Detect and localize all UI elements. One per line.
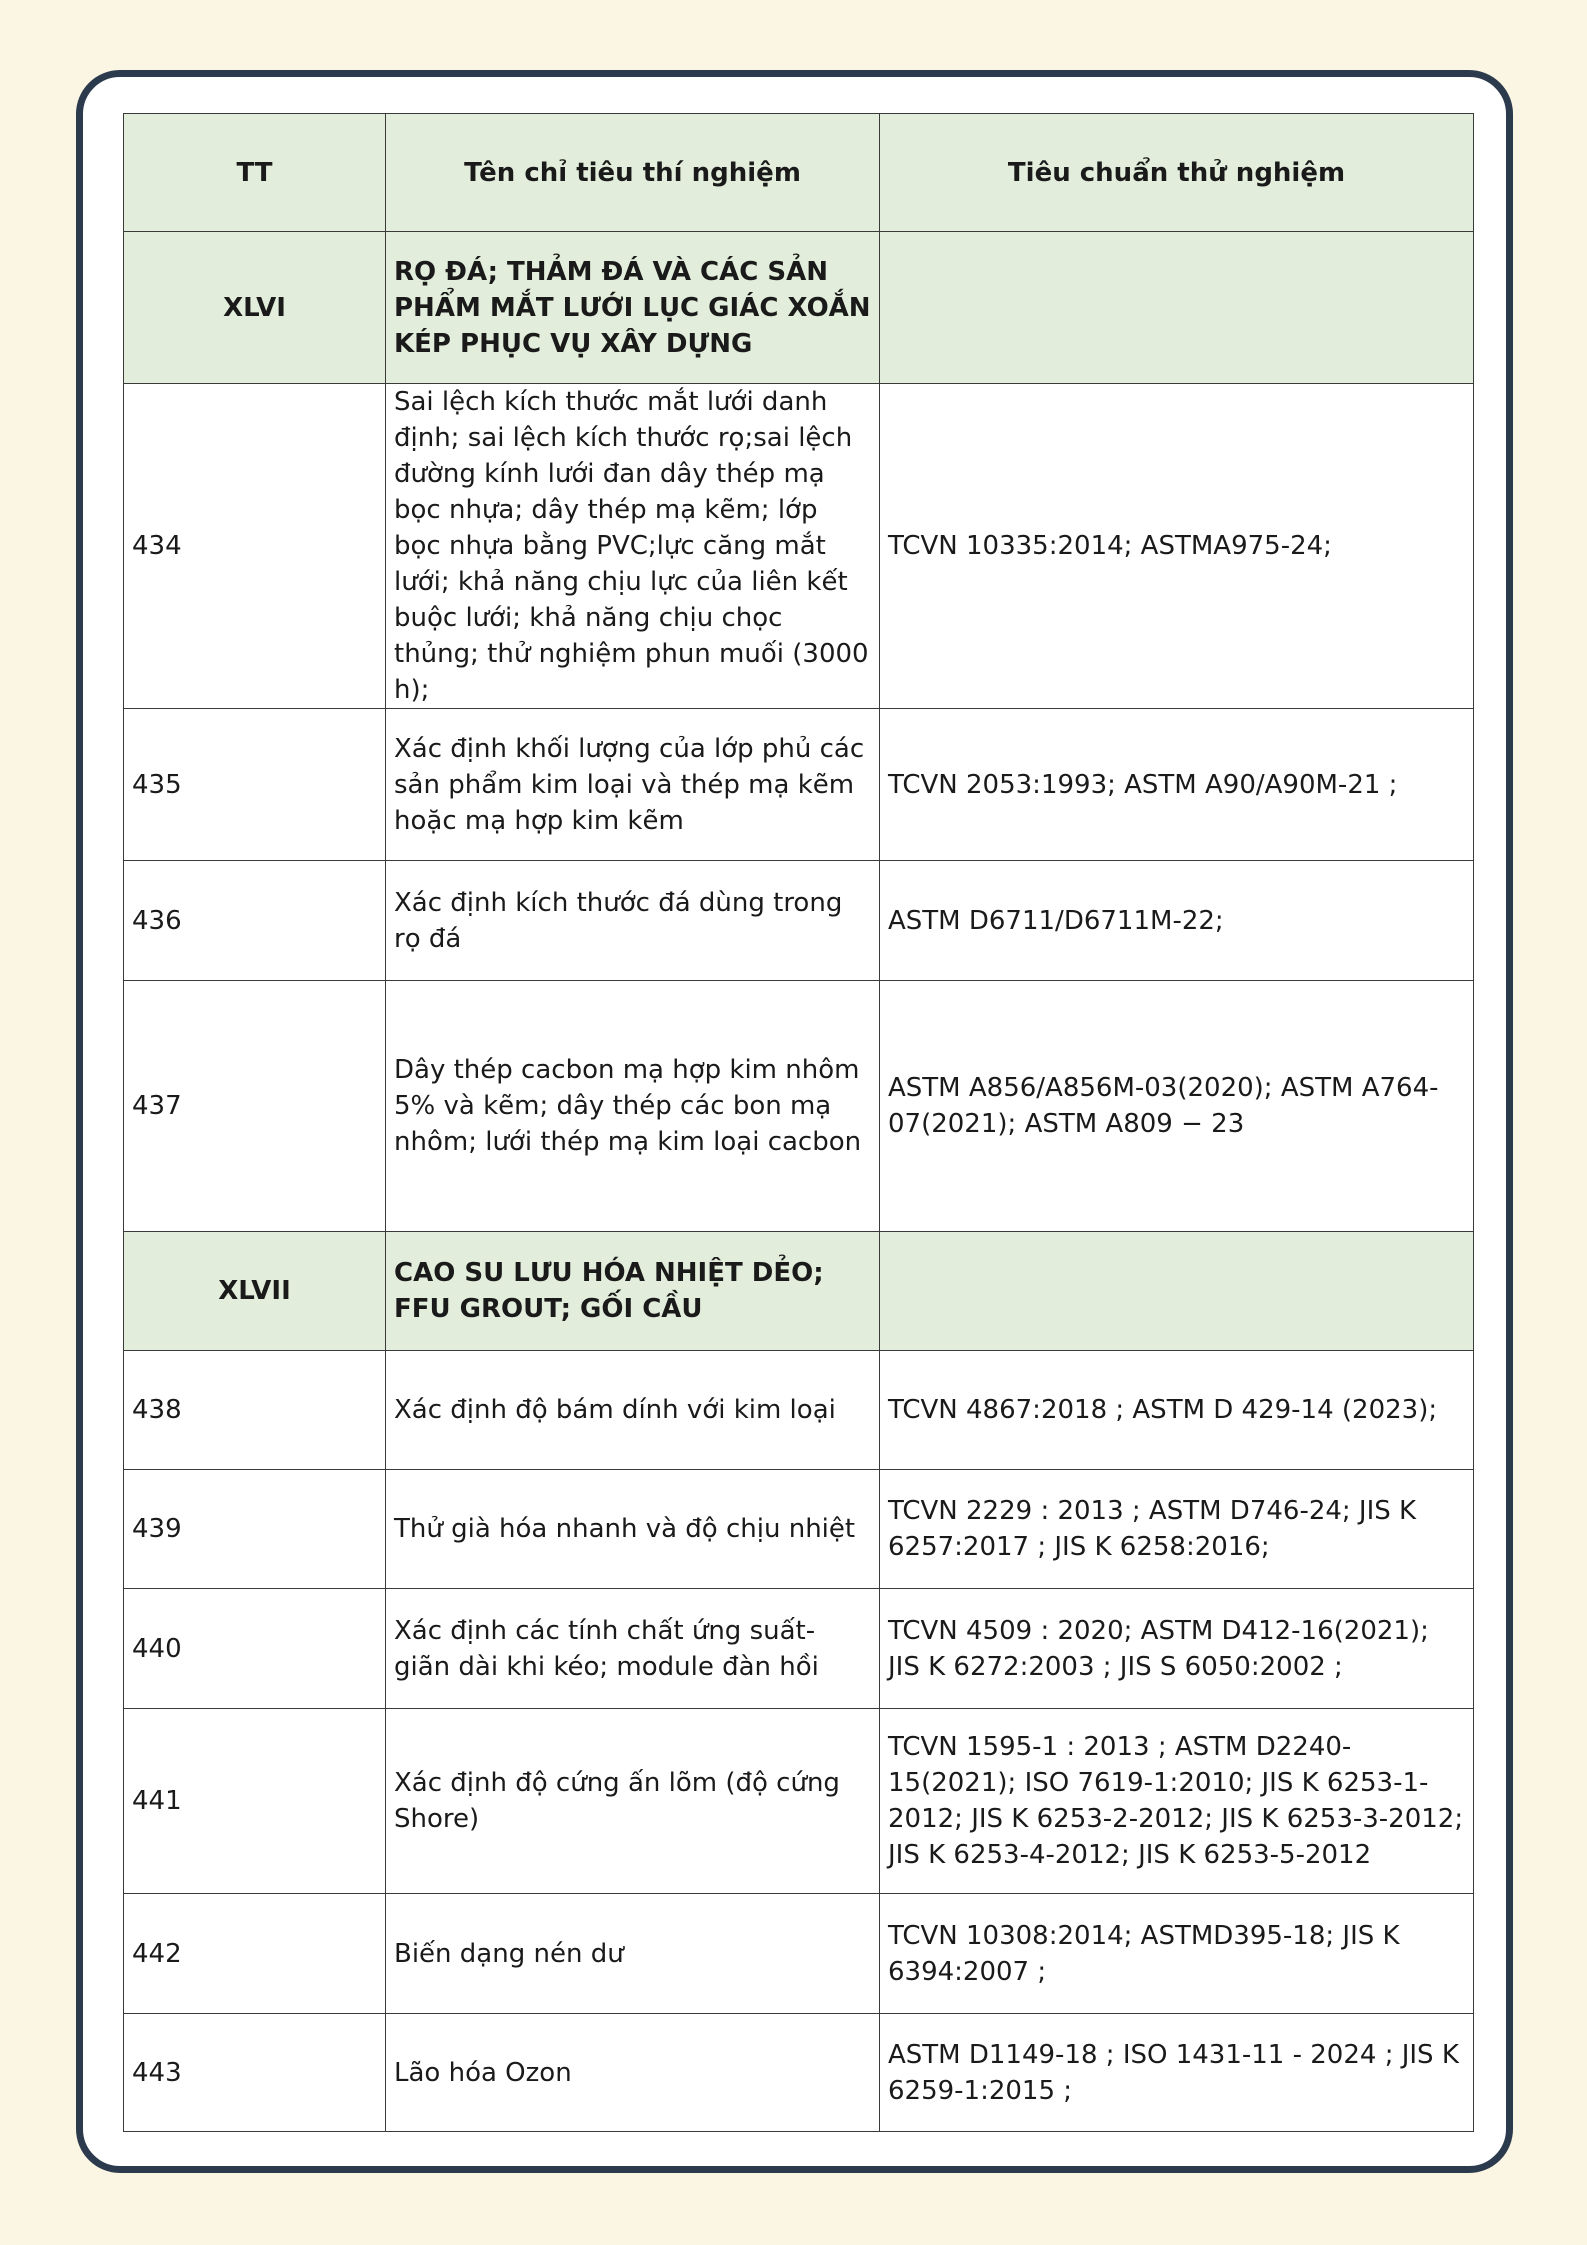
row-test-name: Xác định độ cứng ấn lõm (độ cứng Shore)	[386, 1709, 880, 1894]
row-test-standard	[880, 232, 1474, 384]
row-test-name: Xác định các tính chất ứng suất- giãn dài khi kéo; module đàn hồi	[386, 1589, 880, 1709]
row-tt: 437	[124, 981, 386, 1232]
row-test-standard: TCVN 10308:2014; ASTMD395-18; JIS K 6394:2007 ;	[880, 1894, 1474, 2014]
row-test-name: RỌ ĐÁ; THẢM ĐÁ VÀ CÁC SẢN PHẨM MẮT LƯỚI LỤC GIÁC XOẮN KÉP PHỤC VỤ XÂY DỰNG	[386, 232, 880, 384]
row-tt: 443	[124, 2014, 386, 2132]
table-row	[124, 1894, 1474, 2014]
row-test-standard: TCVN 4867:2018 ; ASTM D 429-14 (2023);	[880, 1351, 1474, 1470]
row-tt: 442	[124, 1894, 386, 2014]
document-frame	[76, 70, 1513, 2173]
row-test-standard: TCVN 10335:2014; ASTMA975-24;	[880, 384, 1474, 709]
section-row	[124, 232, 1474, 384]
header-test-standard: Tiêu chuẩn thử nghiệm	[880, 114, 1474, 232]
test-standards-table	[123, 113, 1474, 2132]
table-row	[124, 1709, 1474, 1894]
header-tt: TT	[124, 114, 386, 232]
row-tt: 441	[124, 1709, 386, 1894]
table-row	[124, 981, 1474, 1232]
row-test-name: Lão hóa Ozon	[386, 2014, 880, 2132]
row-test-name: Xác định kích thước đá dùng trong rọ đá	[386, 861, 880, 981]
row-tt: 434	[124, 384, 386, 709]
row-test-name: Dây thép cacbon mạ hợp kim nhôm 5% và kẽm; dây thép các bon mạ nhôm; lưới thép mạ kim loại cacbon	[386, 981, 880, 1232]
row-test-standard: ASTM A856/A856M-03(2020); ASTM A764-07(2021); ASTM A809 − 23	[880, 981, 1474, 1232]
row-test-name: Sai lệch kích thước mắt lưới danh định; sai lệch kích thước rọ;sai lệch đường kính lưới đan dây thép mạ bọc nhựa; dây thép mạ kẽm; lớp bọc nhựa bằng PVC;lực căng mắt lưới; khả năng chịu lực của liên kết buộc lưới; khả năng chịu chọc thủng; thử nghiệm phun muối (3000 h);	[386, 384, 880, 709]
row-tt: 439	[124, 1470, 386, 1589]
row-test-standard: TCVN 1595-1 : 2013 ; ASTM D2240-15(2021); ISO 7619-1:2010; JIS K 6253-1-2012; JIS K 6253-2-2012; JIS K 6253-3-2012; JIS K 6253-4-2012; JIS K 6253-5-2012	[880, 1709, 1474, 1894]
row-test-standard	[880, 1232, 1474, 1351]
row-test-name: Thử già hóa nhanh và độ chịu nhiệt	[386, 1470, 880, 1589]
row-test-name: Xác định độ bám dính với kim loại	[386, 1351, 880, 1470]
row-test-name: CAO SU LƯU HÓA NHIỆT DẺO; FFU GROUT; GỐI CẦU	[386, 1232, 880, 1351]
row-tt: 436	[124, 861, 386, 981]
table-row	[124, 1589, 1474, 1709]
row-test-standard: ASTM D1149-18 ; ISO 1431-11 - 2024 ; JIS K 6259-1:2015 ;	[880, 2014, 1474, 2132]
table-row	[124, 1351, 1474, 1470]
table-row	[124, 709, 1474, 861]
table-row	[124, 384, 1474, 709]
table-header-row	[124, 114, 1474, 232]
row-test-standard: TCVN 4509 : 2020; ASTM D412-16(2021); JIS K 6272:2003 ; JIS S 6050:2002 ;	[880, 1589, 1474, 1709]
row-tt: 435	[124, 709, 386, 861]
table-row	[124, 2014, 1474, 2132]
row-tt: 440	[124, 1589, 386, 1709]
row-test-name: Biến dạng nén dư	[386, 1894, 880, 2014]
row-test-standard: TCVN 2229 : 2013 ; ASTM D746-24; JIS K 6257:2017 ; JIS K 6258:2016;	[880, 1470, 1474, 1589]
row-tt: XLVI	[124, 232, 386, 384]
section-row	[124, 1232, 1474, 1351]
row-test-standard: TCVN 2053:1993; ASTM A90/A90M-21 ;	[880, 709, 1474, 861]
table-row	[124, 1470, 1474, 1589]
row-tt: XLVII	[124, 1232, 386, 1351]
header-test-name: Tên chỉ tiêu thí nghiệm	[386, 114, 880, 232]
row-test-standard: ASTM D6711/D6711M-22;	[880, 861, 1474, 981]
row-tt: 438	[124, 1351, 386, 1470]
table-row	[124, 861, 1474, 981]
row-test-name: Xác định khối lượng của lớp phủ các sản phẩm kim loại và thép mạ kẽm hoặc mạ hợp kim kẽm	[386, 709, 880, 861]
